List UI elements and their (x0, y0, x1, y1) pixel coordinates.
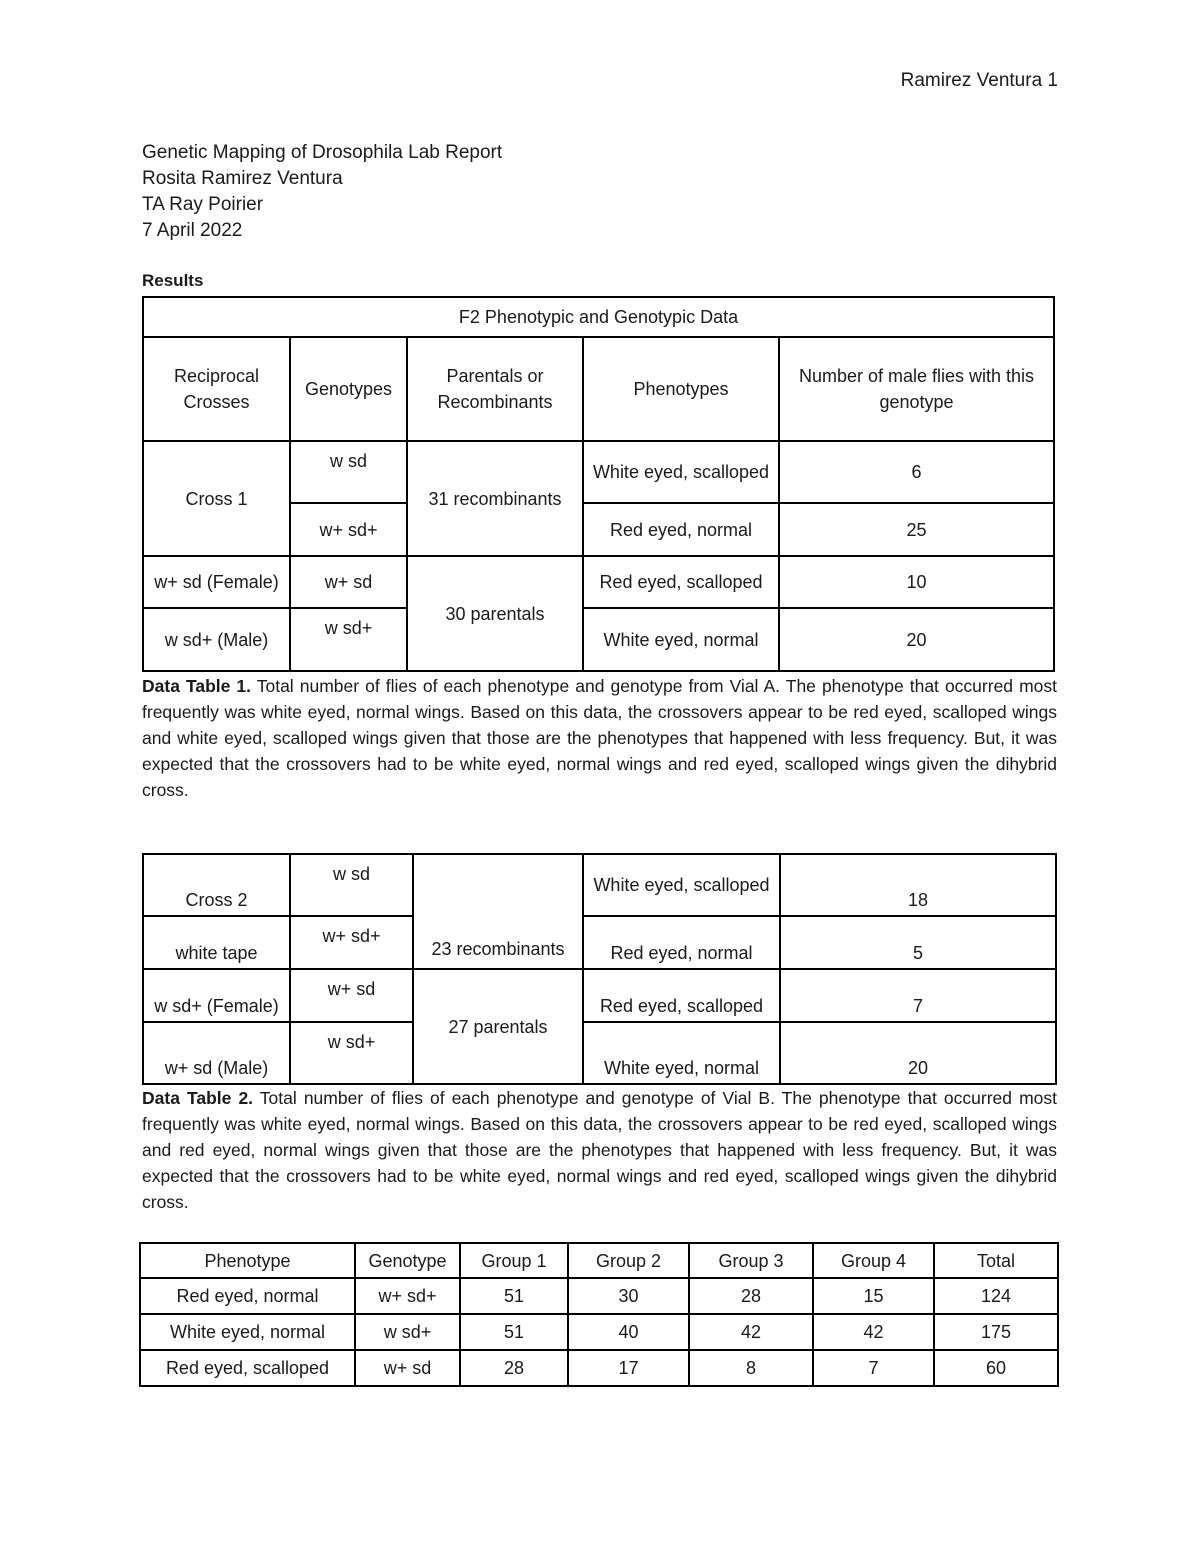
table3-cell: 51 (460, 1314, 568, 1350)
table1-genotype: w sd (290, 441, 407, 503)
table1-phenotype: Red eyed, normal (583, 503, 779, 556)
table1-header: Reciprocal Crosses (143, 337, 290, 441)
table1-count: 10 (779, 556, 1054, 608)
table3-cell: White eyed, normal (140, 1314, 355, 1350)
table2-cross: Cross 2 (143, 854, 290, 916)
caption-2 (142, 1085, 1057, 1215)
table-row (143, 556, 1054, 608)
table1-male: w sd+ (Male) (143, 608, 290, 671)
table-row (143, 608, 1054, 671)
table2-count: 5 (780, 916, 1056, 969)
table3-cell: 42 (813, 1314, 934, 1350)
data-table-1 (142, 296, 1055, 672)
table2-recombinants: 23 recombinants (413, 854, 583, 969)
report-date: 7 April 2022 (142, 220, 243, 241)
table1-phenotype: White eyed, normal (583, 608, 779, 671)
table1-parentals: 30 parentals (407, 556, 583, 671)
report-ta: TA Ray Poirier (142, 194, 264, 215)
table1-recombinants: 31 recombinants (407, 441, 583, 556)
report-meta (142, 140, 502, 244)
table1-phenotype: White eyed, scalloped (583, 441, 779, 503)
table3-cell: w sd+ (355, 1314, 460, 1350)
table1-header: Number of male flies with this genotype (779, 337, 1054, 441)
table1-title: F2 Phenotypic and Genotypic Data (143, 297, 1054, 337)
table3-cell: Red eyed, normal (140, 1278, 355, 1314)
caption-2-text: Total number of flies of each phenotype and genotype of Vial B. The phenotype that occurred most frequently was white eyed, normal wings. Based on this data, the crossovers appear to be red eyed, scalloped wings and red eyed, normal wings given that those are the phenotypes that happened with less frequency. But, it was expected that the crossovers had to be white eyed, normal wings and red eyed, scalloped wings given the dihybrid cross. (142, 1088, 1057, 1212)
table3-cell: 60 (934, 1350, 1058, 1386)
table-header-row (140, 1243, 1058, 1278)
table1-count: 20 (779, 608, 1054, 671)
table1-phenotype: Red eyed, scalloped (583, 556, 779, 608)
table2-genotype: w+ sd+ (290, 916, 413, 969)
caption-1-text: Total number of flies of each phenotype and genotype from Vial A. The phenotype that occurred most frequently was white eyed, normal wings. Based on this data, the crossovers appear to be red eyed, scalloped wings and white eyed, scalloped wings given that those are the phenotypes that happened with less frequency. But, it was expected that the crossovers had to be white eyed, normal wings and red eyed, scalloped wings given the dihybrid cross. (142, 676, 1057, 800)
table2-female: w sd+ (Female) (143, 969, 290, 1022)
table1-header: Genotypes (290, 337, 407, 441)
table3-cell: 42 (689, 1314, 813, 1350)
table2-count: 7 (780, 969, 1056, 1022)
table2-male: w+ sd (Male) (143, 1022, 290, 1084)
data-table-2 (142, 853, 1057, 1085)
table2-genotype: w sd (290, 854, 413, 916)
table-row (140, 1278, 1058, 1314)
table1-female: w+ sd (Female) (143, 556, 290, 608)
table2-count: 18 (780, 854, 1056, 916)
table2-parentals: 27 parentals (413, 969, 583, 1084)
table3-cell: 15 (813, 1278, 934, 1314)
page-header: Ramirez Ventura 1 (900, 70, 1058, 91)
table3-cell: 40 (568, 1314, 689, 1350)
table1-genotype: w+ sd (290, 556, 407, 608)
table3-cell: 28 (460, 1350, 568, 1386)
table-row (140, 1314, 1058, 1350)
table2-phenotype: White eyed, normal (583, 1022, 780, 1084)
caption-1-label: Data Table 1. (142, 676, 252, 696)
table3-header: Total (934, 1243, 1058, 1278)
table3-cell: 17 (568, 1350, 689, 1386)
table3-cell: 7 (813, 1350, 934, 1386)
table1-count: 6 (779, 441, 1054, 503)
caption-2-label: Data Table 2. (142, 1088, 254, 1108)
table-row (143, 1022, 1056, 1084)
table3-cell: 175 (934, 1314, 1058, 1350)
table1-genotype: w sd+ (290, 608, 407, 671)
table3-header: Phenotype (140, 1243, 355, 1278)
table3-cell: 30 (568, 1278, 689, 1314)
table1-genotype: w+ sd+ (290, 503, 407, 556)
table3-header: Group 4 (813, 1243, 934, 1278)
table1-header: Parentals or Recombinants (407, 337, 583, 441)
table2-phenotype: Red eyed, normal (583, 916, 780, 969)
table3-header: Genotype (355, 1243, 460, 1278)
table3-header: Group 3 (689, 1243, 813, 1278)
table1-count: 25 (779, 503, 1054, 556)
table3-cell: Red eyed, scalloped (140, 1350, 355, 1386)
table-row (143, 916, 1056, 969)
table-row (140, 1350, 1058, 1386)
table3-header: Group 2 (568, 1243, 689, 1278)
table-row (143, 969, 1056, 1022)
table3-cell: 51 (460, 1278, 568, 1314)
table2-genotype: w sd+ (290, 1022, 413, 1084)
table3-cell: 28 (689, 1278, 813, 1314)
table3-cell: w+ sd (355, 1350, 460, 1386)
table-row (143, 441, 1054, 503)
table3-header: Group 1 (460, 1243, 568, 1278)
table2-genotype: w+ sd (290, 969, 413, 1022)
results-heading: Results (142, 271, 204, 290)
table2-count: 20 (780, 1022, 1056, 1084)
table-row (143, 854, 1056, 916)
table3-cell: w+ sd+ (355, 1278, 460, 1314)
caption-1 (142, 673, 1057, 803)
report-title: Genetic Mapping of Drosophila Lab Report (142, 142, 503, 163)
data-table-3 (139, 1242, 1059, 1387)
table2-phenotype: White eyed, scalloped (583, 854, 780, 916)
table2-label: white tape (143, 916, 290, 969)
table3-cell: 8 (689, 1350, 813, 1386)
table3-cell: 124 (934, 1278, 1058, 1314)
table1-header: Phenotypes (583, 337, 779, 441)
report-author: Rosita Ramirez Ventura (142, 168, 343, 189)
table2-phenotype: Red eyed, scalloped (583, 969, 780, 1022)
table1-cross: Cross 1 (143, 441, 290, 556)
